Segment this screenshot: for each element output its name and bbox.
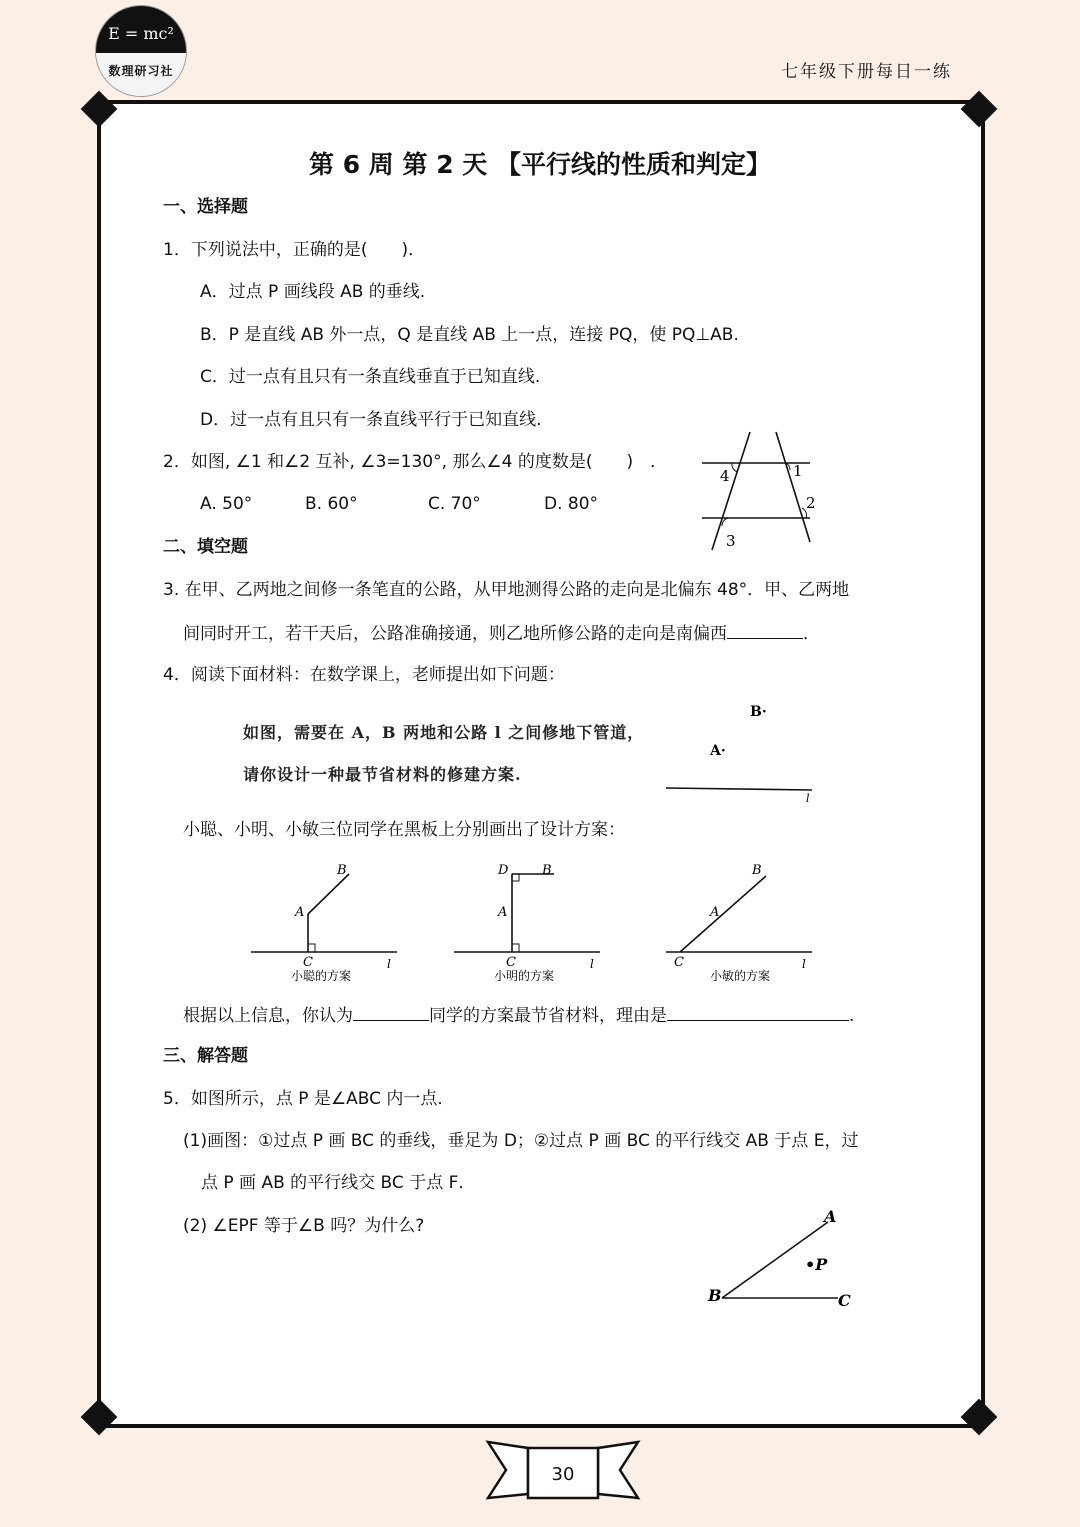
q2-option-c: C. 70°	[428, 494, 481, 514]
q2-option-a: A. 50°	[200, 494, 253, 514]
ribbon-right-tail	[598, 1442, 638, 1498]
plan2-label-b: B	[542, 863, 552, 878]
q4-reason-blank[interactable]	[667, 1006, 849, 1021]
q1-option-b: B．P 是直线 AB 外一点，Q 是直线 AB 上一点，连接 PQ，使 PQ⊥AB.	[200, 325, 739, 345]
section-choice-heading: 一、选择题	[163, 197, 248, 217]
plan2-label-l: l	[590, 957, 594, 971]
plan3-segment-cb	[680, 876, 766, 952]
q2-stem: 2．如图, ∠1 和∠2 互补, ∠3=130°, 那么∠4 的度数是( ) ．	[163, 452, 668, 472]
plan2-label-a: A	[498, 905, 508, 920]
q5-stem: 5．如图所示，点 P 是∠ABC 内一点．	[163, 1089, 455, 1109]
plan2-label-c: C	[506, 955, 516, 970]
q4-answer-mid: 同学的方案最节省材料，理由是	[429, 1006, 667, 1026]
page-title: 第 6 周 第 2 天 【平行线的性质和判定】	[308, 150, 771, 179]
page-number: 30	[551, 1464, 575, 1485]
q2-angle-arc-3	[722, 518, 728, 526]
section-fill-heading: 二、填空题	[163, 537, 248, 557]
q2-label-2: 2	[806, 494, 816, 512]
q2-option-b: B. 60°	[305, 494, 358, 514]
q4-fig-point-b: B·	[750, 704, 767, 720]
q3-line2	[183, 624, 820, 643]
q3-answer-blank[interactable]	[727, 624, 803, 639]
plan-xiaocong-figure	[245, 858, 405, 988]
q5-part1-line2: 点 P 画 AB 的平行线交 BC 于点 F．	[201, 1173, 476, 1193]
logo	[96, 6, 186, 96]
q4-stem: 4．阅读下面材料：在数学课上，老师提出如下问题：	[163, 665, 565, 685]
q4-intro: 小聪、小明、小敏三位同学在黑板上分别画出了设计方案：	[183, 820, 625, 840]
section-solve-heading: 三、解答题	[163, 1046, 248, 1066]
q1-option-c: C．过一点有且只有一条直线垂直于已知直线.	[200, 367, 541, 387]
q4-answer-end: .	[849, 1006, 855, 1026]
plan1-caption: 小聪的方案	[291, 969, 352, 983]
q1-option-a: A．过点 P 画线段 AB 的垂线.	[200, 282, 426, 302]
plan1-label-a: A	[295, 905, 305, 920]
q4-problem-figure	[660, 698, 820, 808]
q3-line1: 3. 在甲、乙两地之间修一条笔直的公路，从甲地测得公路的走向是北偏东 48°．甲、乙两地	[163, 580, 850, 600]
plan2-right-angle-bottom	[512, 944, 519, 952]
q5-figure	[700, 1200, 860, 1315]
q2-label-4: 4	[720, 467, 730, 485]
plan3-caption: 小敏的方案	[710, 969, 771, 983]
header-grade: 七年级下册每日一练	[781, 62, 952, 82]
q4-student-blank[interactable]	[353, 1006, 429, 1021]
q5-part2: (2) ∠EPF 等于∠B 吗？为什么?	[183, 1216, 425, 1236]
q1-stem: 1．下列说法中，正确的是( )．	[163, 240, 426, 260]
q4-answer-pre: 根据以上信息，你认为	[183, 1006, 353, 1026]
q5-label-a: A	[824, 1207, 837, 1226]
plan2-caption: 小明的方案	[494, 969, 555, 983]
q2-option-d: D. 80°	[544, 494, 599, 514]
plan-xiaoming-figure	[448, 858, 608, 988]
q5-label-c: C	[838, 1291, 851, 1310]
plan1-label-c: C	[303, 955, 313, 970]
plan1-right-angle	[308, 944, 315, 952]
plan1-label-b: B	[337, 863, 347, 878]
plan2-right-angle-top	[512, 874, 519, 881]
logo-club-name: 数理研习社	[108, 64, 174, 78]
logo-formula: E = mc²	[108, 24, 174, 43]
plan-xiaomin-figure	[660, 858, 820, 988]
q4-fig-point-a: A·	[710, 743, 726, 759]
plan3-label-l: l	[802, 957, 806, 971]
q2-label-3: 3	[726, 532, 736, 550]
plan1-label-l: l	[387, 957, 391, 971]
plan1-segment-ab	[308, 874, 349, 914]
q3-line2-text: 间同时开工，若干天后，公路准确接通，则乙地所修公路的走向是南偏西	[183, 624, 727, 644]
q5-label-b: B	[708, 1286, 722, 1305]
q4-quote-line2: 请你设计一种最节省材料的修建方案.	[243, 765, 522, 784]
plan3-label-c: C	[674, 955, 684, 970]
q5-part1-line1: (1)画图：①过点 P 画 BC 的垂线，垂足为 D；②过点 P 画 BC 的平行线交 AB 于点 E，过	[183, 1131, 859, 1151]
plan3-label-a: A	[710, 905, 720, 920]
q4-fig-road-line	[666, 788, 812, 790]
q5-label-p: •P	[805, 1255, 828, 1274]
q2-transversal-right	[776, 432, 810, 542]
q4-quote-line1: 如图，需要在 A，B 两地和公路 l 之间修地下管道，	[243, 723, 645, 742]
q3-line2-end: ．	[803, 624, 820, 644]
plan2-label-d: D	[498, 863, 509, 878]
q2-figure	[698, 428, 823, 553]
q4-answer-line	[183, 1006, 854, 1025]
q1-option-d: D．过一点有且只有一条直线平行于已知直线.	[200, 410, 542, 430]
q2-label-1: 1	[793, 462, 803, 480]
ribbon-left-tail	[488, 1442, 528, 1498]
q4-fig-label-l: l	[806, 792, 810, 805]
plan3-label-b: B	[752, 863, 762, 878]
